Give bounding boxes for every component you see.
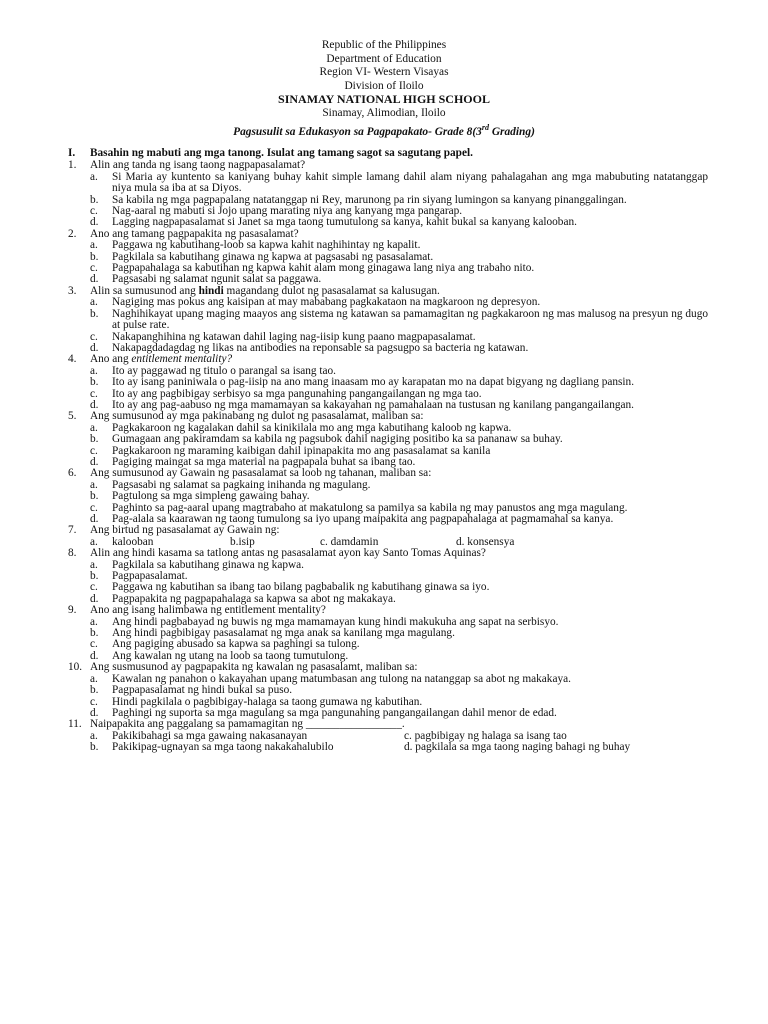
option-text: Ang pagiging abusado sa kapwa sa paghingi sa tulong. <box>112 638 360 651</box>
header-department: Department of Education <box>326 52 442 65</box>
option-text: Nagiging mas pokus ang kaisipan at may mababang pagkakataon na magkaroon ng depresyon. <box>112 296 541 309</box>
option-text: Pagsasabi ng salamat ngunit salat sa paggawa. <box>112 273 322 286</box>
option-letter: a. <box>90 296 98 309</box>
option-letter: b. <box>90 193 99 206</box>
question-number: 7. <box>68 524 77 537</box>
option-letter: c. <box>90 205 98 218</box>
question-stem: Alin ang tanda ng isang taong nagpapasalamat? <box>90 159 306 172</box>
option-letter: d. <box>90 649 99 662</box>
option-letter: d. <box>90 216 99 229</box>
option-letter: d. <box>90 398 99 411</box>
option-text: Kawalan ng panahon o kakayahan upang matumbasan ang tulong na natanggap sa abot ng makakaya. <box>112 672 571 685</box>
option-letter: b. <box>90 570 99 583</box>
option-text: Pagsasabi ng salamat sa pagkaing inihanda ng magulang. <box>112 478 371 491</box>
question-number: 5. <box>68 410 77 423</box>
section-number: I. <box>68 147 76 159</box>
option-text: Paggawa ng kabutihang-loob sa kapwa kahit naghihintay ng kapalit. <box>112 239 421 252</box>
question-number: 9. <box>68 604 77 617</box>
question-stem: Ang birtud ng pasasalamat ay Gawain ng: <box>90 524 280 537</box>
option-letter: b. <box>90 250 99 263</box>
option-text: Ito ay ang pag-aabuso ng mga mamamayan sa kakayahan ng pamahalaan na tustusan ng kanilang pangangailangan. <box>112 398 634 411</box>
option-letter: c. <box>90 387 98 400</box>
document-header <box>0 39 768 139</box>
option-letter: b. <box>90 433 99 446</box>
option-text: Pagpapahalaga sa kabutihan ng kapwa kahit alam mong ginagawa lang niya ang trabaho nito. <box>112 262 535 275</box>
option-text: Nag-aaral ng mabuti si Jojo upang marating niya ang kanyang mga pangarap. <box>112 205 463 218</box>
question-item <box>68 411 708 468</box>
option-text: Pakikibahagi sa mga gawaing nakasanayan <box>112 729 308 742</box>
question-item <box>68 468 708 525</box>
option-text: Si Maria ay kuntento sa kaniyang buhay kahit simple lamang dahil alam niyang pahalagahan ang mga mabubuting natatanggap niya mula sa iba at sa Diyos. <box>112 170 708 195</box>
option-text: c. pagbibigay ng halaga sa isang tao <box>404 729 567 742</box>
question-list <box>68 160 708 753</box>
option-text: d. konsensya <box>456 535 515 548</box>
option-text: Paghinto sa pag-aaral upang magtrabaho at makatulong sa pamilya sa kabila ng may panustos ang mga magulang. <box>112 501 628 514</box>
stem-emphasis: hindi <box>198 284 224 297</box>
option-text: Naghihikayat upang maging maayos ang sistema ng katawan sa pamamagitan ng pagkakaroon ng mas malusog na presyun ng dugo at pulse rate. <box>112 307 708 332</box>
header-division: Division of Iloilo <box>344 79 424 92</box>
question-item <box>68 160 708 228</box>
option-letter: b. <box>90 684 99 697</box>
question-stem: Ang sumusunod ay Gawain ng pasasalamat sa loob ng tahanan, maliban sa: <box>90 467 432 480</box>
question-stem: Ano ang isang halimbawa ng entitlement mentality? <box>90 604 326 617</box>
option-letter: d. <box>90 455 99 468</box>
option-text: b.isip <box>230 535 255 548</box>
option-text: Pagkilala sa kabutihang ginawa ng kapwa at pagsasabi ng pasasalamat. <box>112 250 434 263</box>
answer-options-row <box>68 742 708 753</box>
question-number: 1. <box>68 159 77 172</box>
option-letter: a. <box>90 615 98 628</box>
option-text: Pagpapasalamat ng hindi bukal sa puso. <box>112 684 293 697</box>
stem-text: magandang dulot ng pasasalamat sa kalusugan. <box>223 284 440 297</box>
option-letter: c. <box>90 330 98 343</box>
exam-content <box>68 148 708 754</box>
option-text: Ang kawalan ng utang na loob sa taong tumutulong. <box>112 649 349 662</box>
stem-text: Alin sa sumusunod ang <box>90 284 199 297</box>
question-item <box>68 548 708 605</box>
option-text: Pagkilala sa kabutihang ginawa ng kapwa. <box>112 558 304 571</box>
option-text: Ito ay isang paniniwala o pag-iisip na ano mang inaasam mo ay karapatan mo na dapat bigyang ng dagliang pansin. <box>112 376 635 389</box>
question-number: 8. <box>68 547 77 560</box>
option-text: Pagiging maingat sa mga material na pagpapala buhat sa ibang tao. <box>112 455 416 468</box>
header-country: Republic of the Philippines <box>321 39 447 51</box>
answer-option <box>90 742 404 753</box>
exam-title-main: Pagsusulit sa Edukasyon sa Pagpapakato- Grade 8(3 <box>233 125 482 138</box>
section-instructions <box>68 148 708 159</box>
answer-option <box>404 742 704 753</box>
option-text: Pagkakaroon ng kagalakan dahil sa kinikilala mo ang mga kabutihang kaloob ng kapwa. <box>112 421 512 434</box>
question-number: 4. <box>68 353 77 366</box>
question-stem <box>90 353 232 365</box>
option-letter: b. <box>90 741 99 754</box>
option-letter: a. <box>90 672 98 685</box>
option-letter: a. <box>90 364 98 377</box>
question-stem: Alin ang hindi kasama sa tatlong antas ng pasasalamat ayon kay Santo Tomas Aquinas? <box>90 547 486 560</box>
option-letter: a. <box>90 558 98 571</box>
question-item <box>68 719 708 753</box>
question-number: 6. <box>68 467 77 480</box>
question-stem-row <box>68 719 708 730</box>
option-text: Ang hindi pagbabayad ng buwis ng mga mamamayan kung hindi makukuha ang sapat na serbisyo. <box>112 615 559 628</box>
exam-title-ordinal: rd <box>481 122 489 132</box>
question-number: 3. <box>68 284 77 297</box>
option-text: Paggawa ng kabutihan sa ibang tao bilang pagbabalik ng kabutihang ginawa sa iyo. <box>112 581 490 594</box>
question-stem-row <box>68 525 708 536</box>
option-text: Ang hindi pagbibigay pasasalamat ng mga anak sa kanilang mga magulang. <box>112 627 455 640</box>
header-region: Region VI- Western Visayas <box>319 66 449 79</box>
question-number: 11. <box>68 718 82 731</box>
question-stem: Naipapakita ang paggalang sa pamamagitan ng _________________. <box>90 718 405 731</box>
option-letter: c. <box>90 581 98 594</box>
option-text: Ito ay paggawad ng titulo o parangal sa isang tao. <box>112 364 336 377</box>
option-letter: c. <box>90 444 98 457</box>
option-text: Nakapanghihina ng katawan dahil laging nag-iisip kung paano magpapasalamat. <box>112 330 476 343</box>
option-text: Pakikipag-ugnayan sa mga taong nakakahalubilo <box>112 741 334 754</box>
option-text: Ito ay ang pagbibigay serbisyo sa mga pangunahing pangangailangan ng mga tao. <box>112 387 482 400</box>
option-text: Gumagaan ang pakiramdam sa kabila ng pagsubok dahil nagiging positibo ka sa pananaw sa buhay. <box>112 433 563 446</box>
option-letter: c. <box>90 695 98 708</box>
question-number: 2. <box>68 227 77 240</box>
question-stem <box>90 285 440 297</box>
option-letter: d. <box>90 273 99 286</box>
option-text: Pagpapakita ng pagpapahalaga sa kapwa sa abot ng makakaya. <box>112 592 396 605</box>
question-item <box>68 525 708 548</box>
option-letter: a. <box>90 478 98 491</box>
option-text: Nakapagdadagdag ng likas na antibodies na reponsable sa pagsugpo sa bacteria ng katawan. <box>112 341 529 354</box>
school-address: Sinamay, Alimodian, Iloilo <box>322 106 446 119</box>
option-letter: a. <box>90 239 98 252</box>
option-letter: d. <box>90 513 99 525</box>
exam-title <box>0 121 768 139</box>
option-text: Pag-alala sa kaarawan ng taong tumulong sa iyo upang maipakita ang pagpapahalaga at pagmamahal sa kanya. <box>112 513 614 525</box>
option-letter: c. <box>90 638 98 651</box>
stem-text: Ano ang <box>90 353 132 366</box>
option-text: Pagpapasalamat. <box>112 570 188 583</box>
question-item <box>68 286 708 354</box>
option-text: Sa kabila ng mga pagpapalang natatanggap ni Rey, marunong pa rin siyang lumingon sa kanyang pinanggalingan. <box>112 193 627 206</box>
option-letter: a. <box>90 421 98 434</box>
option-letter: a. <box>90 535 98 548</box>
option-text: Lagging nagpapasalamat si Janet sa mga taong tumutulong sa kanya, kahit bukal sa kanyang kalooban. <box>112 216 577 229</box>
question-item <box>68 354 708 411</box>
question-stem: Ang sumusunod ay mga pakinabang ng dulot ng pasasalamat, maliban sa: <box>90 410 424 423</box>
option-letter: c. <box>90 501 98 514</box>
option-letter: a. <box>90 729 98 742</box>
question-item <box>68 605 708 662</box>
option-text: Paghingi ng suporta sa mga magulang sa mga pangunahing pangangailangan dahil menor de edad. <box>112 706 557 719</box>
question-stem: Ang susmusunod ay pagpapakita ng kawalan ng pasasalamt, maliban sa: <box>90 661 418 674</box>
option-letter: b. <box>90 376 99 389</box>
question-stem: Ano ang tamang pagpapakita ng pasasalamat? <box>90 227 299 240</box>
option-text: c. damdamin <box>320 535 379 548</box>
answer-option <box>68 172 708 195</box>
option-letter: a. <box>90 170 98 183</box>
stem-italic-term: entitlement mentality? <box>131 353 233 366</box>
option-letter: b. <box>90 490 99 503</box>
exam-title-grading: Grading) <box>488 125 535 138</box>
option-text: Pagtulong sa mga simpleng gawaing bahay. <box>112 490 310 503</box>
option-letter: b. <box>90 627 99 640</box>
option-text: kalooban <box>112 535 154 548</box>
option-letter: d. <box>90 706 99 719</box>
question-number: 10. <box>68 661 83 674</box>
question-item <box>68 229 708 286</box>
question-item <box>68 662 708 719</box>
option-text: Pagkakaroon ng maraming kaibigan dahil ipinapakita mo ang pasasalamat sa kanila <box>112 444 491 457</box>
option-text: d. pagkilala sa mga taong naging bahagi ng buhay <box>404 741 631 754</box>
option-text: Hindi pagkilala o pagbibigay-halaga sa taong gumawa ng kabutihan. <box>112 695 423 708</box>
answer-option <box>68 309 708 332</box>
option-letter: c. <box>90 262 98 275</box>
section-text: Basahin ng mabuti ang mga tanong. Isulat ang tamang sagot sa sagutang papel. <box>90 147 473 159</box>
option-letter: d. <box>90 592 99 605</box>
option-letter: b. <box>90 307 99 320</box>
school-name: SINAMAY NATIONAL HIGH SCHOOL <box>278 92 490 107</box>
option-letter: d. <box>90 341 99 354</box>
